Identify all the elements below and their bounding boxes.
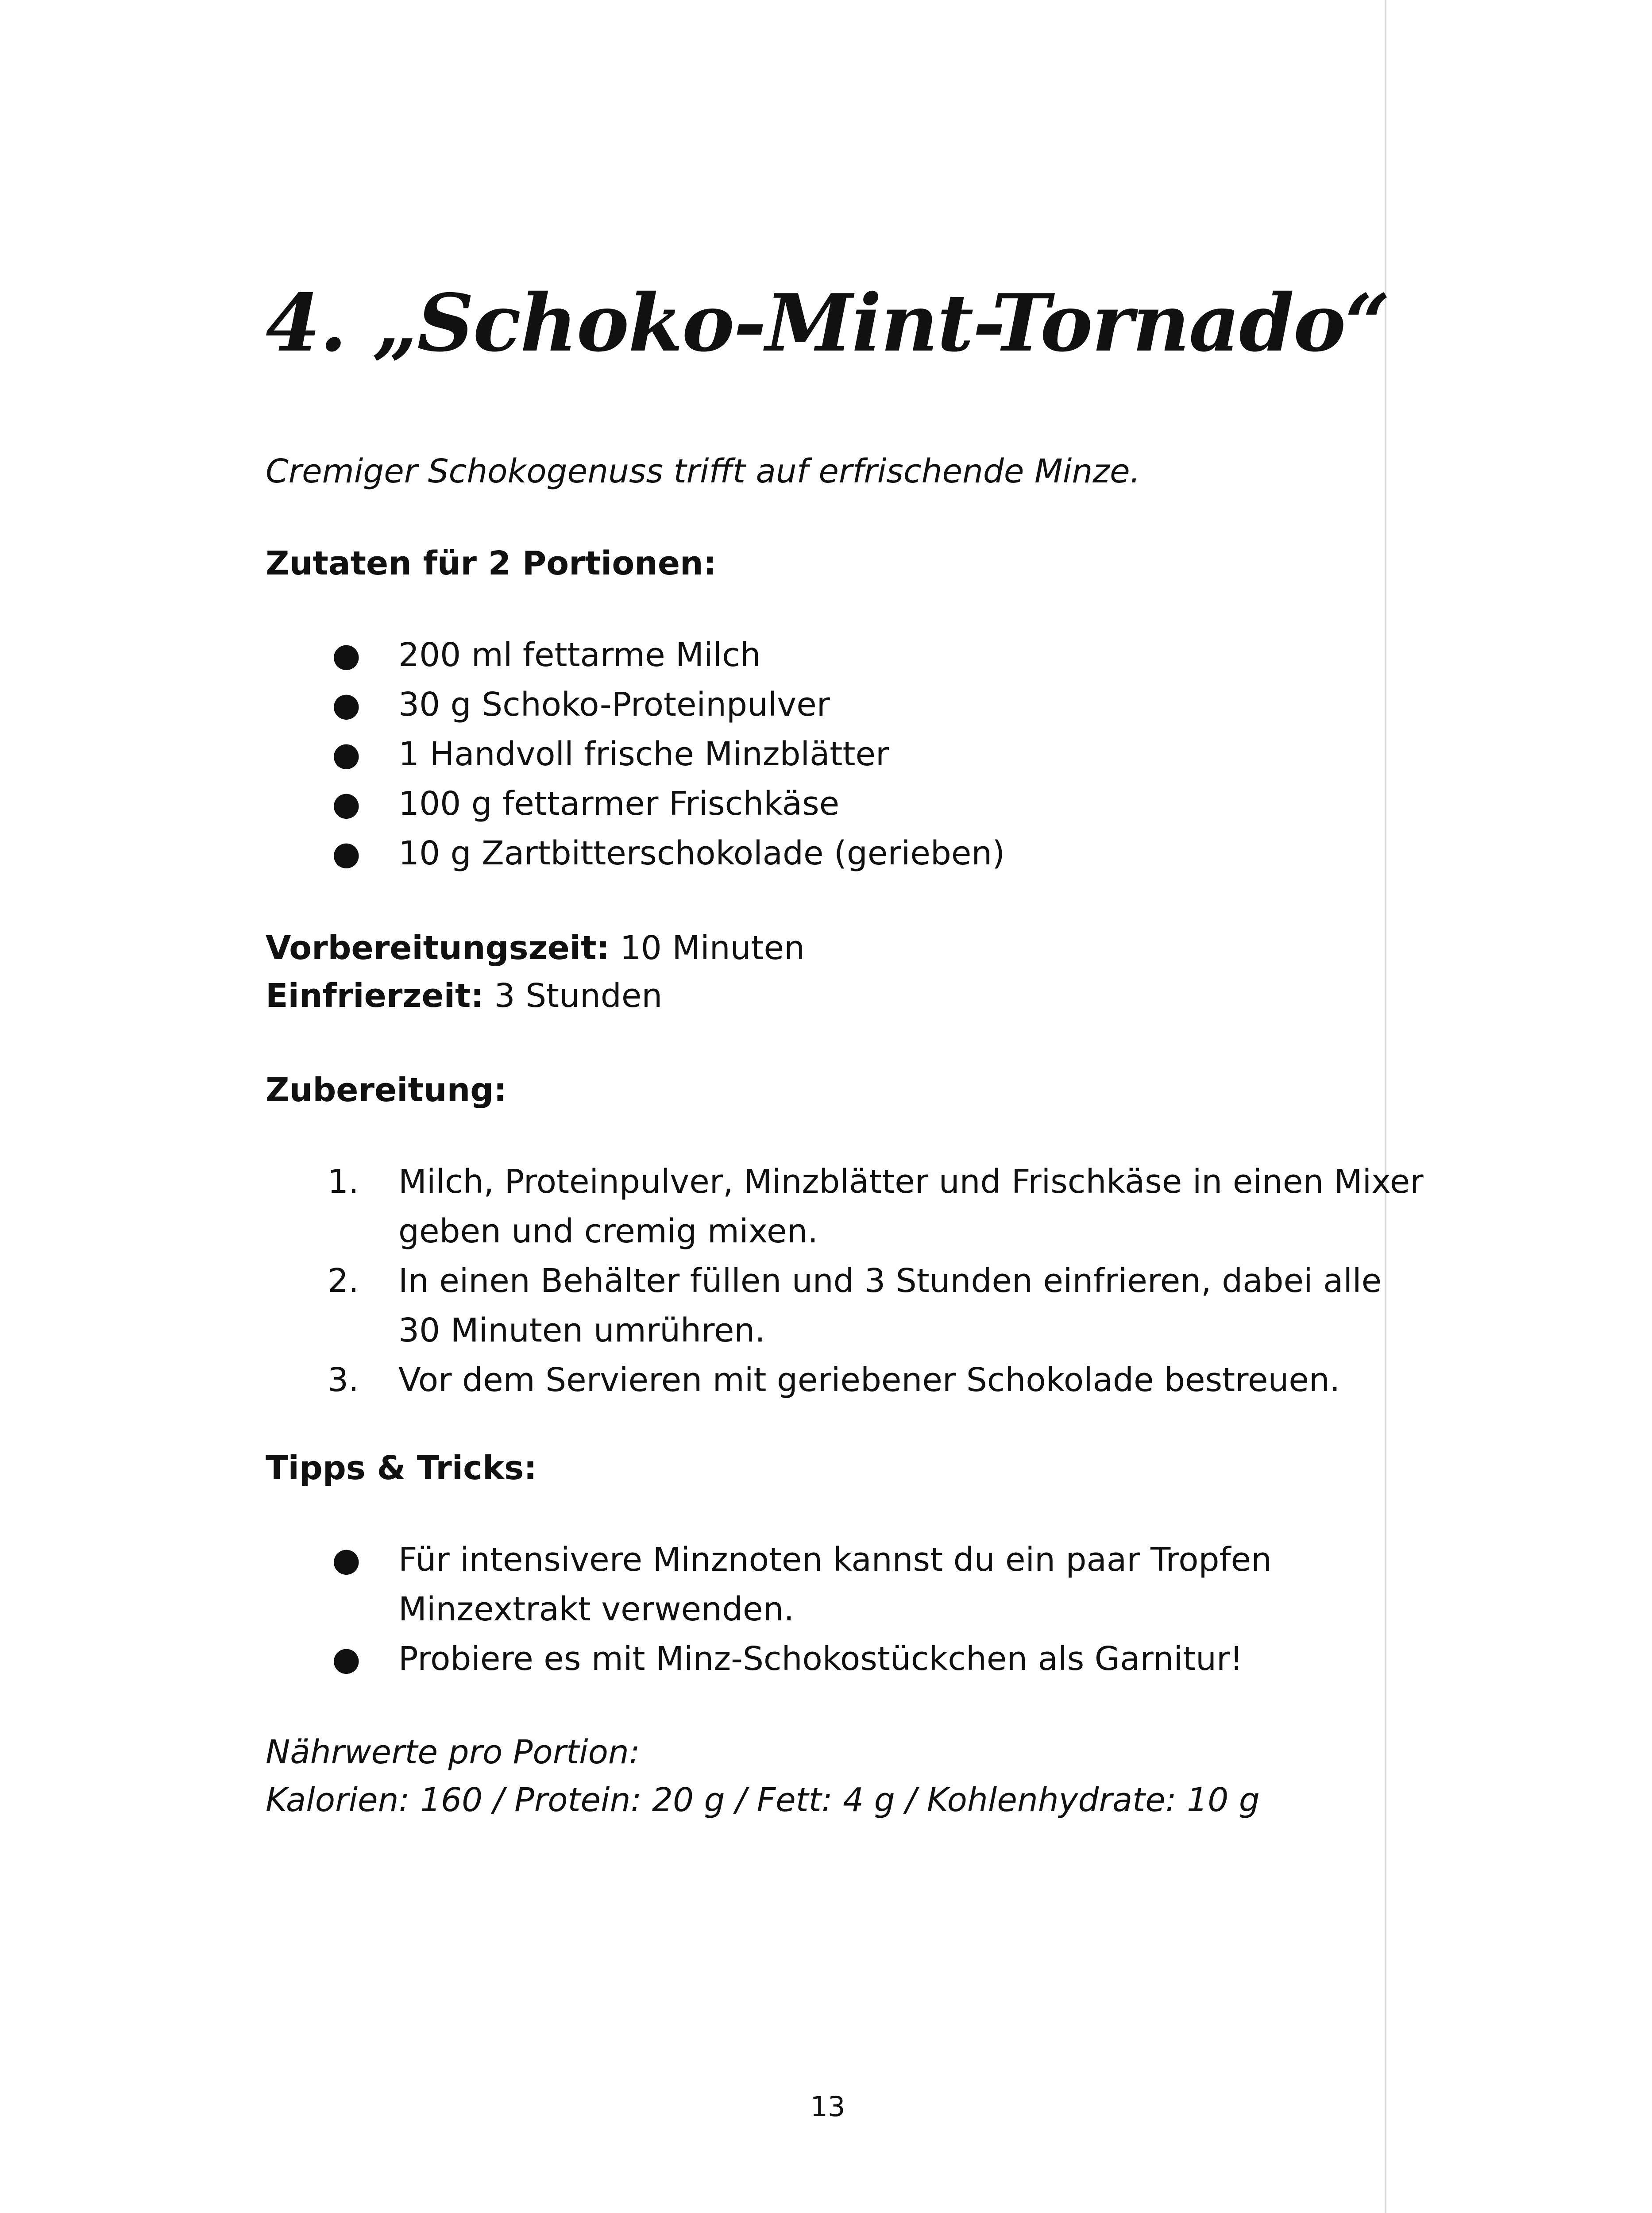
page-number: 13 [810, 2090, 845, 2123]
tips-list [332, 1535, 1272, 1684]
list-item: ● Probiere es mit Minz-Schokostückchen als Garnitur! [332, 1634, 1272, 1684]
list-item: ● 10 g Zartbitterschokolade (gerieben) [332, 829, 1005, 878]
list-item: ● 1 Handvoll frische Minzblätter [332, 729, 1005, 779]
ingredients-list [332, 630, 1005, 878]
ingredients-heading: Zutaten für 2 Portionen: [266, 544, 717, 582]
preparation-steps [328, 1157, 1424, 1405]
step-number: 3. [328, 1361, 359, 1399]
list-item: ● 30 g Schoko-Proteinpulver [332, 680, 1005, 729]
bullet-icon: ● [332, 735, 361, 773]
list-item: ● 200 ml fettarme Milch [332, 630, 1005, 680]
list-item: ● 100 g fettarmer Frischkäse [332, 779, 1005, 829]
nutrition-values: Kalorien: 160 / Protein: 20 g / Fett: 4 g / Kohlenhydrate: 10 g [266, 1781, 1260, 1819]
bullet-icon: ● [332, 636, 361, 674]
freeze-time-label: Einfrierzeit: [266, 977, 484, 1015]
list-item: ● Für intensivere Minznoten kannst du ein paar Tropfen [332, 1535, 1272, 1585]
bullet-icon: ● [332, 785, 361, 823]
bullet-icon: ● [332, 686, 361, 724]
bullet-icon: ● [332, 1640, 361, 1678]
freeze-time-value: 3 Stunden [494, 977, 663, 1015]
step-number: 2. [328, 1262, 359, 1300]
bullet-icon: ● [332, 1541, 361, 1579]
list-item: 3. Vor dem Servieren mit geriebener Schokolade bestreuen. [332, 1355, 1424, 1405]
recipe-title: 4. „Schoko-Mint-Tornado“ [266, 277, 1390, 369]
recipe-subtitle: Cremiger Schokogenuss trifft auf erfrischende Minze. [266, 452, 1141, 490]
tips-heading: Tipps & Tricks: [266, 1449, 537, 1487]
prep-time-label: Vorbereitungszeit: [266, 929, 610, 967]
nutrition-label: Nährwerte pro Portion: [266, 1733, 640, 1771]
list-item: 2. In einen Behälter füllen und 3 Stunden einfrieren, dabei alle [332, 1256, 1424, 1306]
list-item-continuation: 30 Minuten umrühren. [398, 1311, 765, 1349]
list-item: 1. Milch, Proteinpulver, Minzblätter und Frischkäse in einen Mixer [332, 1157, 1424, 1207]
prep-time-value: 10 Minuten [620, 929, 805, 967]
freeze-time [266, 972, 662, 1020]
step-number: 1. [328, 1163, 359, 1201]
prep-time [266, 924, 805, 972]
list-item-continuation: geben und cremig mixen. [398, 1212, 818, 1250]
preparation-heading: Zubereitung: [266, 1071, 507, 1109]
bullet-icon: ● [332, 834, 361, 872]
list-item-continuation: Minzextrakt verwenden. [398, 1590, 794, 1628]
